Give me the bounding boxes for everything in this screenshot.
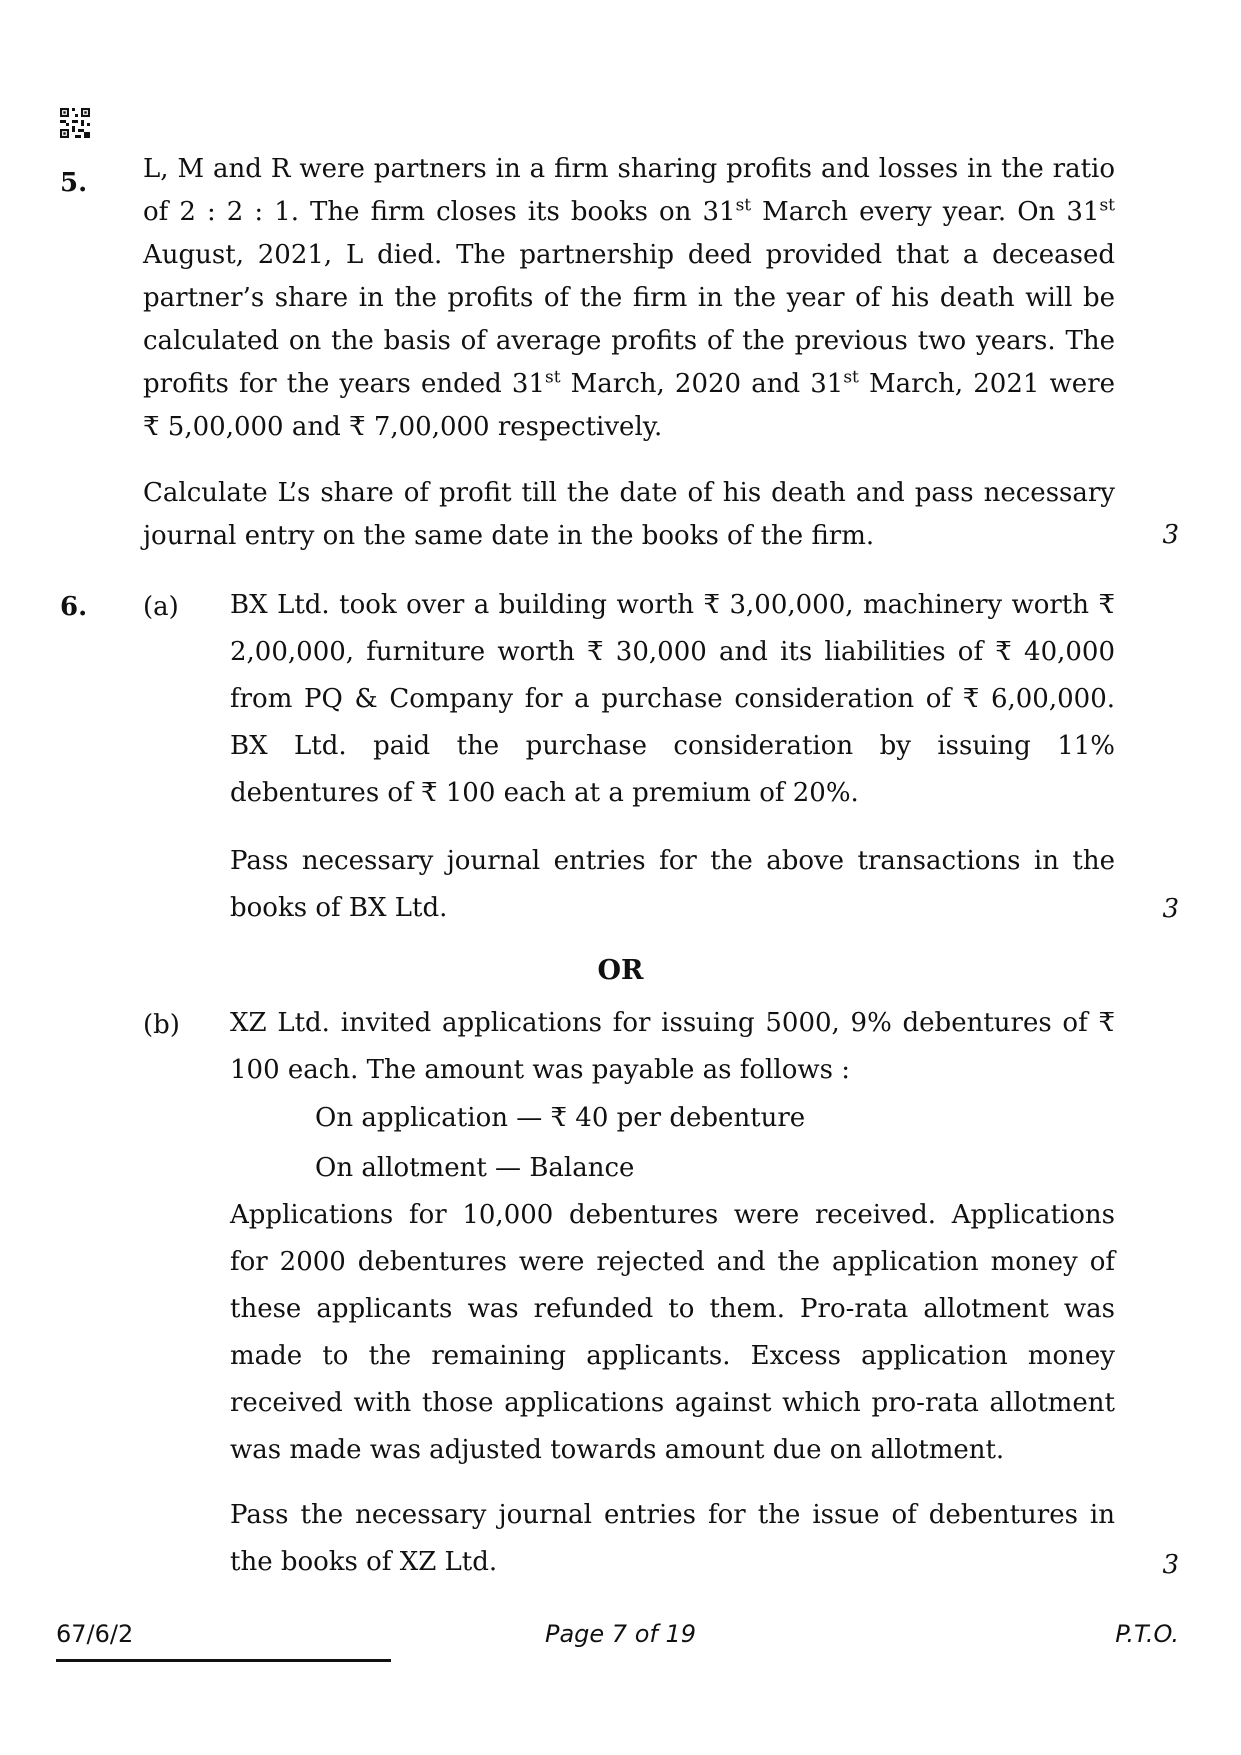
question-6a-text: BX Ltd. took over a building worth ₹ 3,00,000, machinery worth ₹ 2,00,000, furniture worth ₹ 30,000 and its liabilities of ₹ 40,000 from PQ & Company for a purchase consideration of ₹ 6,00,000. BX Ltd. paid the purchase consideration by issuing 11% debentures of ₹ 100 each at a premium of 20%. bbox=[230, 590, 1115, 808]
question-6a-instruction: Pass necessary journal entries for the above transactions in the books of BX Ltd. bbox=[230, 846, 1115, 923]
question-5-text: L, M and R were partners in a firm sharing profits and losses in the ratio of 2 : 2 : 1. The firm closes its books on 31st March every year. On 31st August, 2021, L died. The partnership deed provided that a deceased partner’s share in the profits of the firm in the year of his death will be calculated on the basis of average profits of the previous two years. The profits for the years ended 31st March, 2020 and 31st March, 2021 were ₹ 5,00,000 and ₹ 7,00,000 respectively. bbox=[143, 154, 1116, 442]
marks-label: 3 bbox=[1162, 1550, 1179, 1580]
question-number: 6. bbox=[60, 592, 88, 622]
question-6b-details: Applications for 10,000 debentures were received. Applications for 2000 debentures were rejected and the application money of these applicants was refunded to them. Pro-rata allotment was made to the remaining applicants. Excess application money received with those applications against which pro-rata allotment was made was adjusted towards amount due on allotment. bbox=[230, 1200, 1115, 1465]
question-6b-instruction: Pass the necessary journal entries for the issue of debentures in the books of XZ Ltd. bbox=[230, 1500, 1115, 1577]
qr-code-icon bbox=[60, 108, 90, 138]
marks-label: 3 bbox=[1162, 520, 1179, 550]
question-5-instruction: Calculate L’s share of profit till the date of his death and pass necessary journal entry on the same date in the books of the firm. bbox=[143, 478, 1115, 551]
payment-term-application: On application — ₹ 40 per debenture bbox=[315, 1103, 806, 1133]
marks-label: 3 bbox=[1162, 894, 1179, 924]
option-b-label: (b) bbox=[143, 1010, 180, 1040]
option-a-label: (a) bbox=[143, 592, 179, 622]
footer-rule bbox=[56, 1659, 391, 1662]
question-6b-text: XZ Ltd. invited applications for issuing 5000, 9% debentures of ₹ 100 each. The amount was payable as follows : bbox=[230, 1008, 1115, 1085]
page-number: Page 7 of 19 bbox=[544, 1620, 696, 1648]
pto-label: P.T.O. bbox=[1115, 1620, 1179, 1648]
payment-term-allotment: On allotment — Balance bbox=[315, 1153, 635, 1183]
question-number: 5. bbox=[60, 168, 88, 198]
paper-code: 67/6/2 bbox=[56, 1620, 134, 1648]
or-separator: OR bbox=[597, 955, 644, 986]
